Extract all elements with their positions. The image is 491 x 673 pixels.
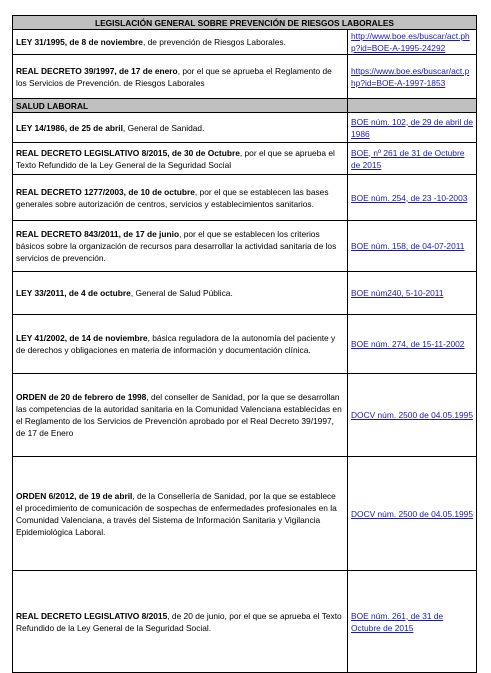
law-description	[13, 315, 348, 374]
law-reference-link[interactable]: https://www.boe.es/buscar/act.php?id=BOE-A-1997-1853	[348, 55, 477, 99]
table-row	[13, 221, 477, 272]
table-row	[13, 315, 477, 374]
law-name: REAL DECRETO LEGISLATIVO 8/2015, de 30 de Octubre	[16, 147, 240, 158]
law-name: REAL DECRETO LEGISLATIVO 8/2015	[16, 610, 168, 621]
law-name: LEY 33/2011, de 4 de octubre	[16, 288, 131, 298]
law-reference-link[interactable]: BOE núm. 102, de 29 de abril de 1986	[348, 113, 477, 143]
law-text: , básica reguladora de la autonomía del paciente y de derechos y obligaciones en materia de información y documentación clínica.	[16, 333, 336, 355]
table-row	[13, 113, 477, 143]
law-reference-link[interactable]: BOE núm. 158, de 04-07-2011	[348, 221, 477, 272]
law-description	[13, 113, 348, 143]
law-description	[13, 272, 348, 315]
law-reference-link[interactable]: BOE, nº 261 de 31 de Octubre de 2015	[348, 143, 477, 175]
law-text: , por el que se aprueba el Reglamento de los Servicios de Prevención. de Riesgos Laborales	[16, 65, 332, 88]
section-empty-cell	[348, 99, 477, 113]
law-text: , de prevención de Riesgos Laborales.	[142, 37, 286, 47]
law-text: , de la Consellería de Sanidad, por la que se establece el procedimiento de comunicación de sospechas de enfermedades profesionales en la Comunidad Valenciana, a través del Sistema de Información Sanitaria y Vigilancia Epidemiológica Laboral.	[16, 490, 337, 537]
law-text: , General de Sanidad.	[122, 122, 205, 133]
table-row	[13, 175, 477, 221]
law-text: , de 20 de junio, por el que se aprueba el Texto Refundido de la Ley General de la Seguridad Social.	[16, 610, 342, 633]
table-title: LEGISLACIÓN GENERAL SOBRE PREVENCIÓN DE RIESGOS LABORALES	[13, 16, 477, 30]
law-description	[13, 55, 348, 99]
table-row	[13, 571, 477, 673]
law-description	[13, 30, 348, 55]
law-name: ORDEN de 20 de febrero de 1998	[16, 392, 147, 402]
law-name: LEY 31/1995, de 8 de noviembre	[16, 37, 143, 47]
table-row	[13, 143, 477, 175]
law-text: , por el que se establecen las bases generales sobre autorización de centros, servicios y establecimientos sanitarios.	[16, 186, 329, 209]
law-description	[13, 571, 348, 673]
table-row	[13, 30, 477, 55]
law-text: , por el que se establecen los criterios básicos sobre la organización de recursos para desarrollar la actividad sanitaria de los servicios de prevención.	[16, 229, 337, 263]
law-name: ORDEN 6/2012, de 19 de abril	[16, 490, 133, 501]
section-title: SALUD LABORAL	[13, 99, 348, 113]
law-reference-link[interactable]: BOE núm. 254, de 23 -10-2003	[348, 175, 477, 221]
table-row	[13, 272, 477, 315]
law-name: REAL DECRETO 843/2011, de 17 de junio	[16, 229, 180, 239]
section-row	[13, 99, 477, 113]
law-description	[13, 374, 348, 457]
law-name: LEY 41/2002, de 14 de noviembre	[16, 333, 148, 343]
table-row	[13, 374, 477, 457]
table-row	[13, 457, 477, 571]
law-text: , del conseller de Sanidad, por la que se desarrollan las competencias de la autoridad sanitaria en la Comunidad Valenciana establecidas en el Reglamento de los Servicios de Prevención aprobado por el Real Decreto 39/1997, de 17 de Enero	[16, 392, 342, 438]
law-reference-link[interactable]: BOE núm. 261, de 31 de Octubre de 2015	[348, 571, 477, 673]
law-name: REAL DECRETO 1277/2003, de 10 de octubre	[16, 186, 195, 197]
law-description	[13, 175, 348, 221]
law-description	[13, 221, 348, 272]
law-reference-link[interactable]: DOCV núm. 2500 de 04.05.1995	[348, 374, 477, 457]
table-row	[13, 55, 477, 99]
law-reference-link[interactable]: BOE núm240, 5-10-2011	[348, 272, 477, 315]
legislation-table	[12, 15, 477, 673]
law-reference-link[interactable]: BOE núm. 274, de 15-11-2002	[348, 315, 477, 374]
law-description	[13, 143, 348, 175]
law-reference-link[interactable]: http://www.boe.es/buscar/act.php?id=BOE-A-1995-24292	[348, 30, 477, 55]
law-name: LEY 14/1986, de 25 de abril	[16, 122, 123, 133]
law-text: , por el que se aprueba el Texto Refundido de la Ley General de la Seguridad Social	[16, 147, 335, 170]
law-name: REAL DECRETO 39/1997, de 17 de enero	[16, 65, 178, 76]
table-header-row	[13, 16, 477, 30]
law-text: , General de Salud Pública.	[130, 288, 233, 298]
law-reference-link[interactable]: DOCV núm. 2500 de 04.05.1995	[348, 457, 477, 571]
law-description	[13, 457, 348, 571]
